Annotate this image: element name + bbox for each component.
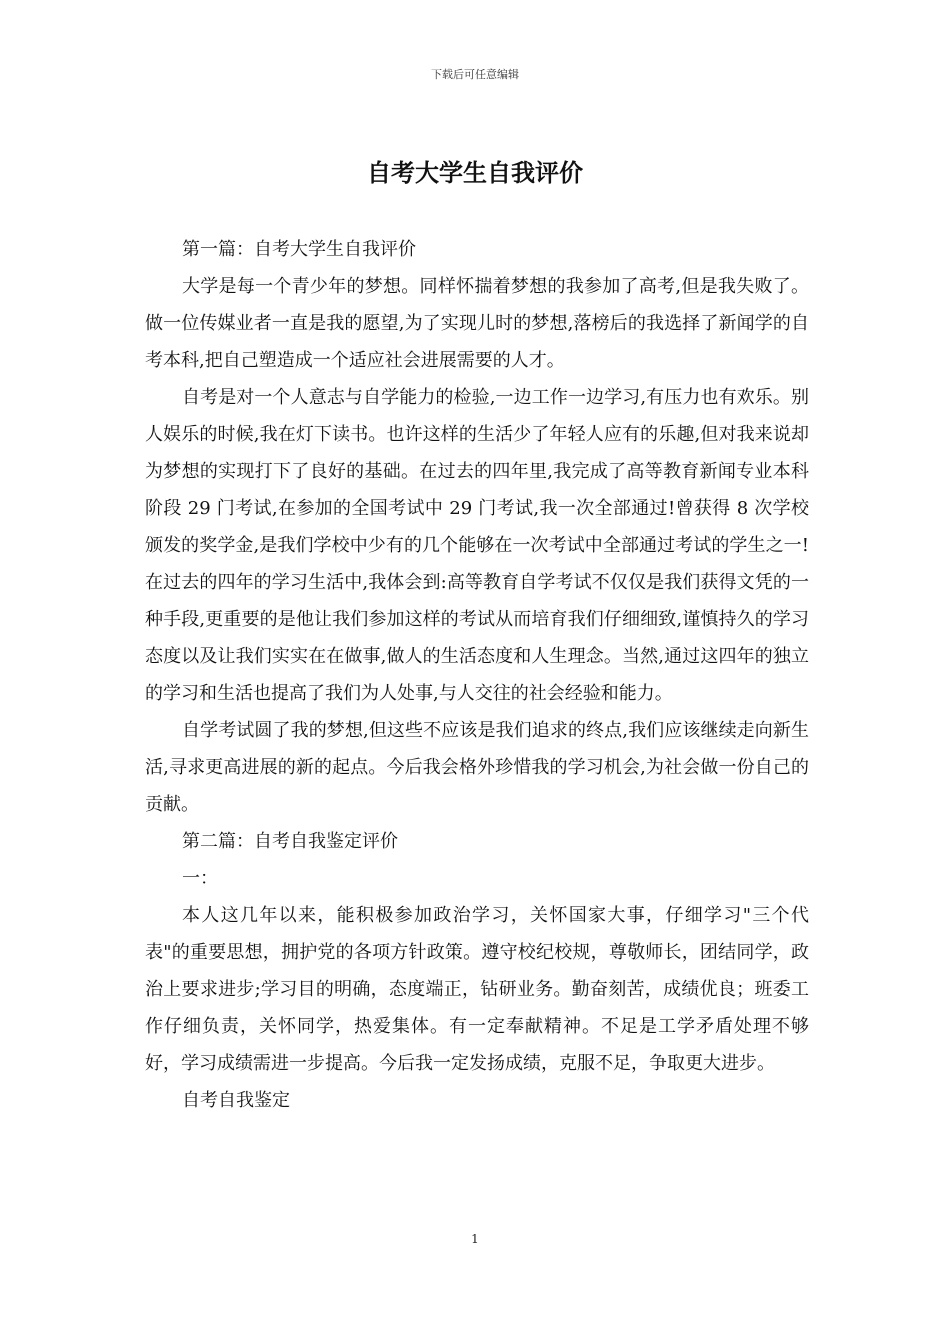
document-body — [145, 231, 809, 1119]
paragraph: 自考是对一个人意志与自学能力的检验,一边工作一边学习,有压力也有欢乐。别人娱乐的时候,我在灯下读书。也许这样的生活少了年轻人应有的乐趣,但对我来说却为梦想的实现打下了良好的基础。在过去的四年里,我完成了高等教育新闻专业本科阶段 29 门考试,在参加的全国考试中 29 门考试,我一次全部通过!曾获得 8 次学校颁发的奖学金,是我们学校中少有的几个能够在一次考试中全部通过考试的学生之一!在过去的四年的学习生活中,我体会到:高等教育自学考试不仅仅是我们获得文凭的一种手段,更重要的是他让我们参加这样的考试从而培育我们仔细细致,谨慎持久的学习态度以及让我们实实在在做事,做人的生活态度和人生理念。当然,通过这四年的独立的学习和生活也提高了我们为人处事,与人交往的社会经验和能力。 — [145, 387, 809, 704]
section-heading-second: 第二篇：自考自我鉴定评价 — [182, 831, 398, 852]
sub-heading: 一： — [182, 868, 218, 889]
page-number: 1 — [471, 1232, 479, 1246]
document-title: 自考大学生自我评价 — [367, 159, 583, 187]
section-heading-first: 第一篇：自考大学生自我评价 — [182, 239, 416, 260]
paragraph: 自学考试圆了我的梦想,但这些不应该是我们追求的终点,我们应该继续走向新生活,寻求更高进展的新的起点。今后我会格外珍惜我的学习机会,为社会做一份自己的贡献。 — [145, 720, 809, 815]
paragraph: 大学是每一个青少年的梦想。同样怀揣着梦想的我参加了高考,但是我失败了。做一位传媒业者一直是我的愿望,为了实现儿时的梦想,落榜后的我选择了新闻学的自考本科,把自己塑造成一个适应社会进展需要的人才。 — [145, 276, 809, 371]
sub-heading: 自考自我鉴定 — [182, 1090, 290, 1111]
paragraph: 本人这几年以来，能积极参加政治学习，关怀国家大事，仔细学习"三个代表"的重要思想，拥护党的各项方针政策。遵守校纪校规，尊敬师长，团结同学，政治上要求进步;学习目的明确，态度端正，钻研业务。勤奋刻苦，成绩优良；班委工作仔细负责，关怀同学，热爱集体。有一定奉献精神。不足是工学矛盾处理不够好，学习成绩需进一步提高。今后我一定发扬成绩，克服不足，争取更大进步。 — [145, 905, 809, 1074]
header-note: 下载后可任意编辑 — [431, 68, 519, 81]
